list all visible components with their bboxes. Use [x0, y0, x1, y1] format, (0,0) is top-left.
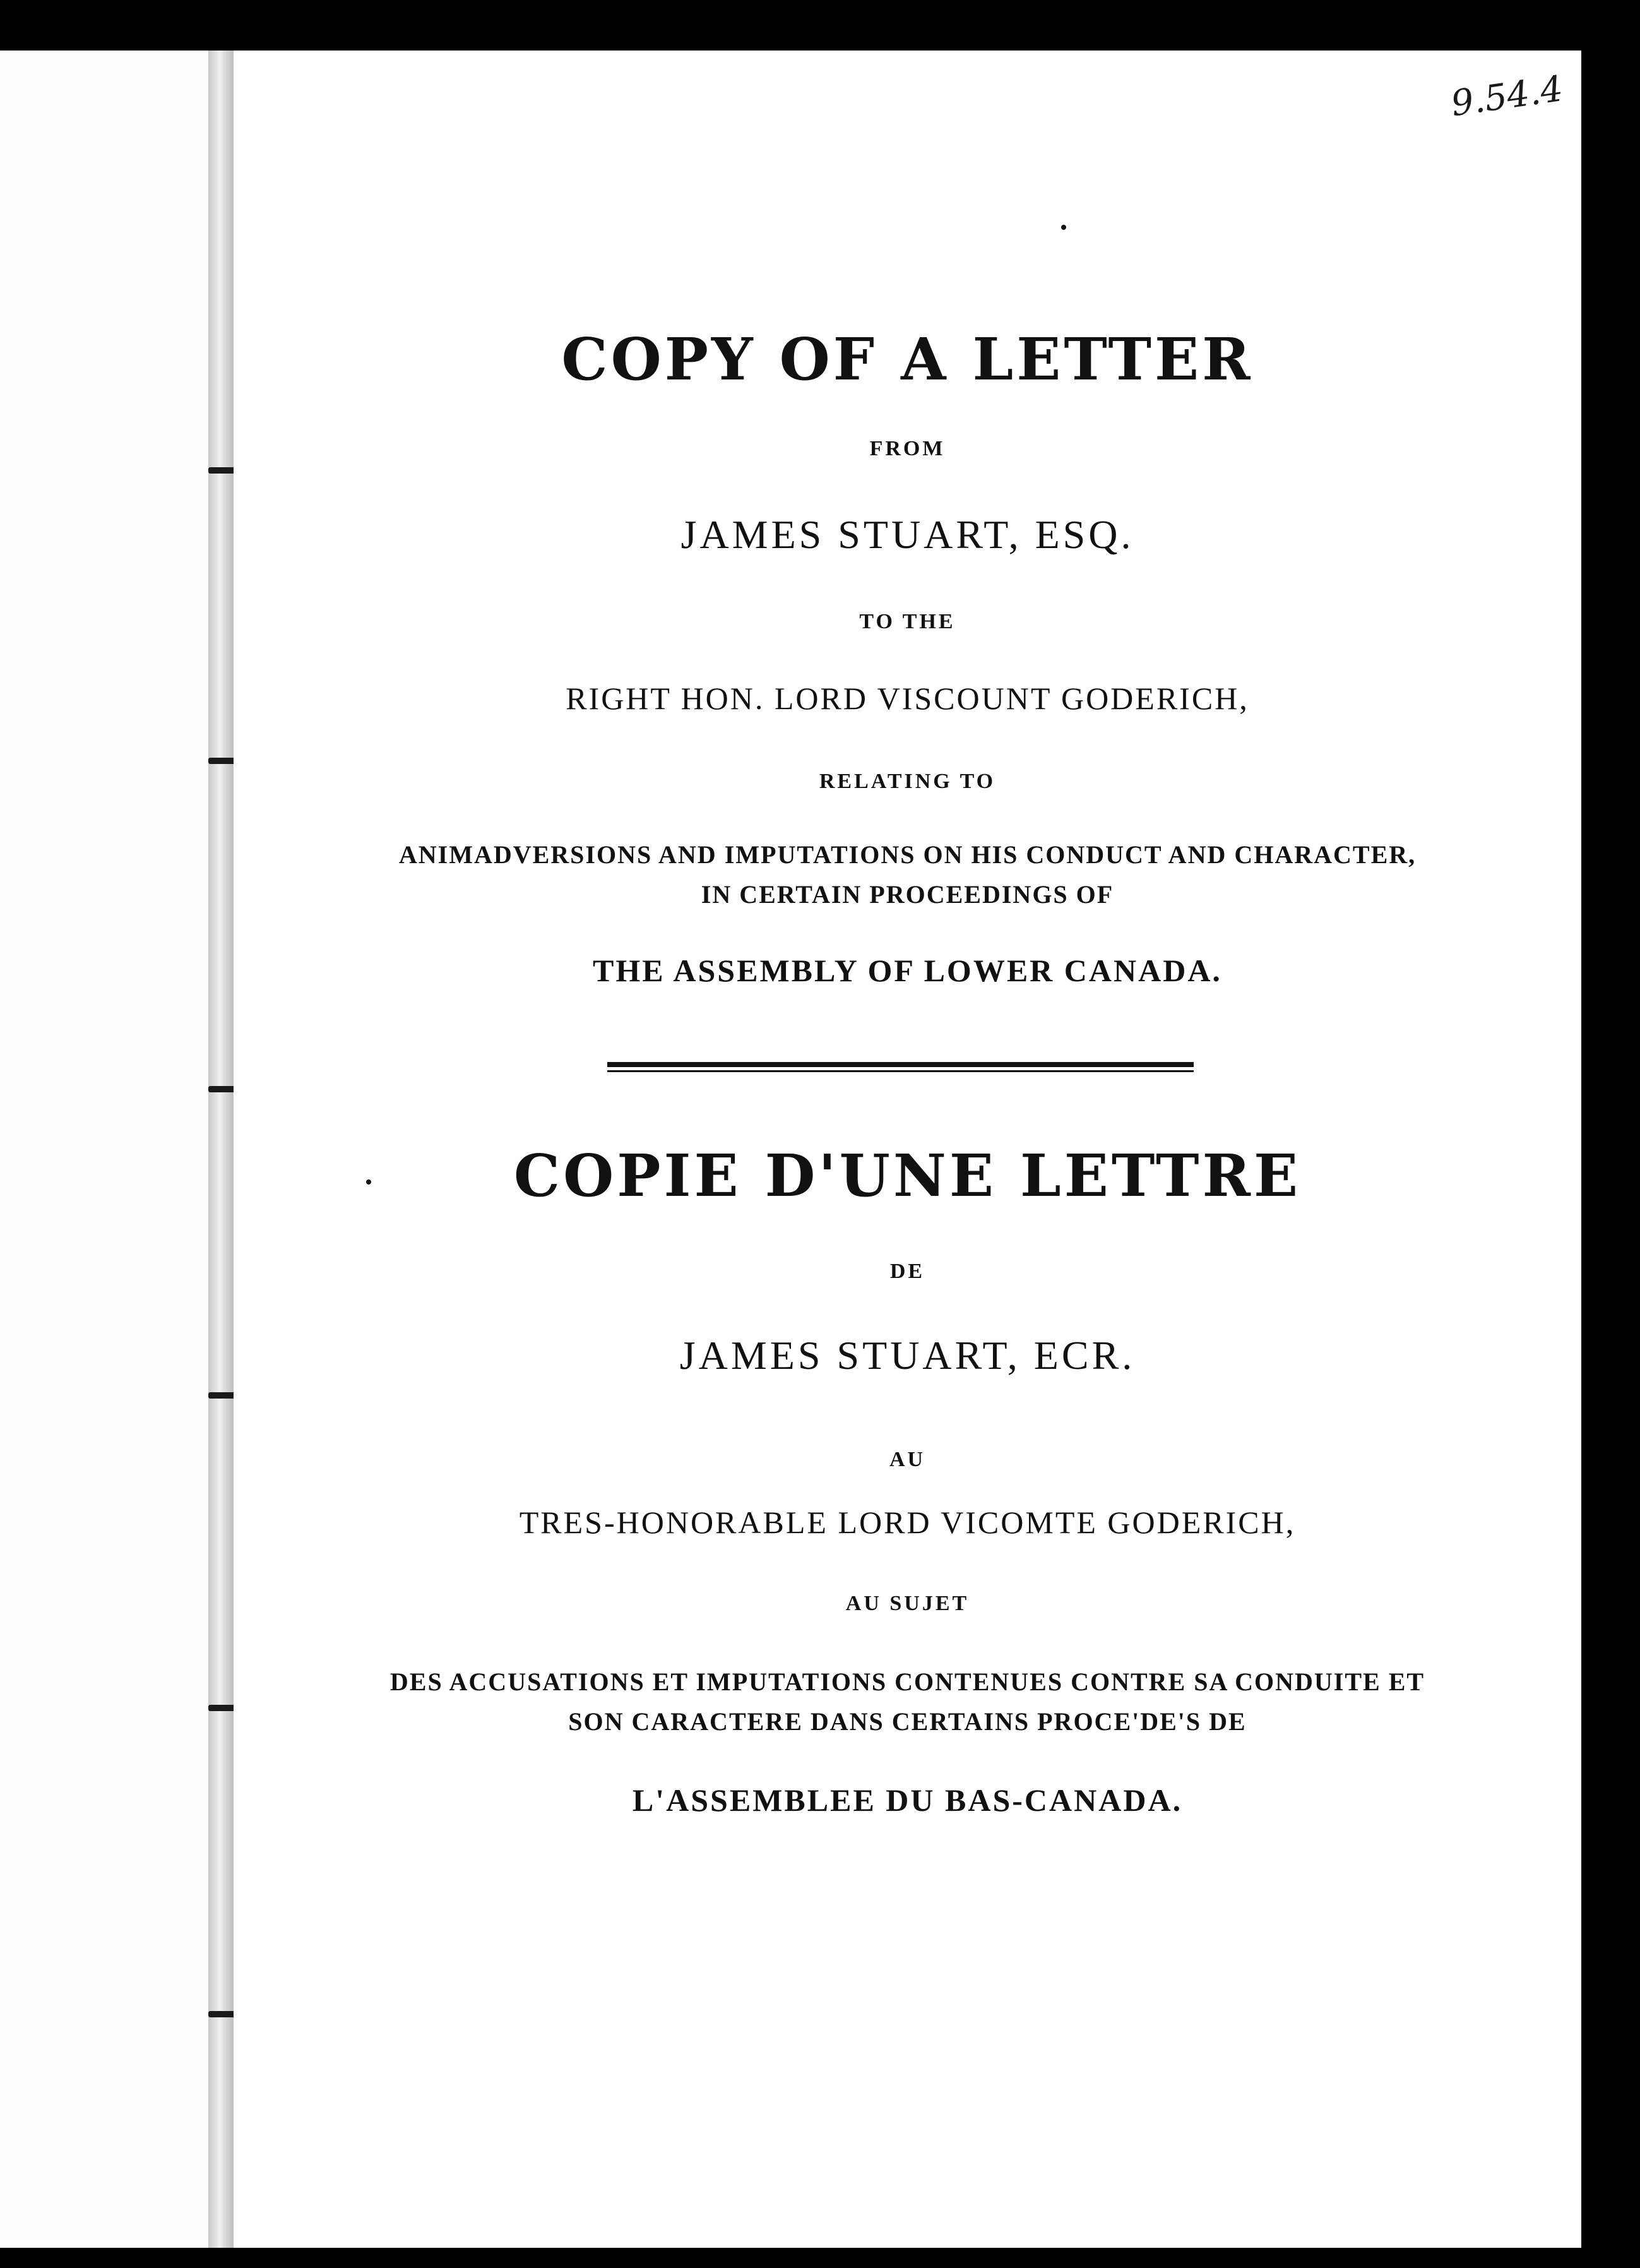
- english-subject-line-2: IN CERTAIN PROCEEDINGS OF: [701, 880, 1114, 909]
- english-addressee: RIGHT HON. LORD VISCOUNT GODERICH,: [566, 681, 1249, 716]
- binding-stitch: [208, 1086, 235, 1092]
- binding-stitch: [208, 467, 235, 474]
- english-title: COPY OF A LETTER: [561, 325, 1254, 393]
- french-from: DE: [889, 1260, 925, 1283]
- french-subject-line-1: DES ACCUSATIONS ET IMPUTATIONS CONTENUES CONTRE SA CONDUITE ET: [389, 1668, 1425, 1696]
- english-to: TO THE: [859, 610, 956, 633]
- section-divider-rule: [607, 1062, 1194, 1073]
- book-gutter: [208, 51, 234, 2268]
- french-relating: AU SUJET: [845, 1592, 970, 1615]
- english-subject-line-1: ANIMADVERSIONS AND IMPUTATIONS ON HIS CONDUCT AND CHARACTER,: [398, 840, 1417, 869]
- english-relating: RELATING TO: [819, 770, 996, 793]
- scan-border-right: [1581, 76, 1640, 2268]
- binding-stitch: [208, 1392, 235, 1399]
- french-assembly: L'ASSEMBLEE DU BAS-CANADA.: [632, 1782, 1183, 1818]
- scan-border-bottom: [0, 2248, 1640, 2268]
- french-author: JAMES STUART, ECR.: [679, 1333, 1136, 1378]
- french-addressee: TRES-HONORABLE LORD VICOMTE GODERICH,: [519, 1505, 1296, 1540]
- binding-stitch: [208, 758, 235, 764]
- facing-page: [0, 51, 208, 2268]
- french-to: AU: [889, 1448, 926, 1471]
- binding-stitch: [208, 2011, 235, 2017]
- french-subject-line-2: SON CARACTERE DANS CERTAINS PROCE'DE'S DE: [568, 1707, 1247, 1736]
- english-assembly: THE ASSEMBLY OF LOWER CANADA.: [593, 953, 1222, 988]
- english-author: JAMES STUART, ESQ.: [680, 512, 1134, 557]
- handwritten-shelfmark: 9.54.4: [1448, 68, 1566, 125]
- french-title: COPIE D'UNE LETTRE: [513, 1142, 1302, 1210]
- ink-speck: [1061, 225, 1066, 230]
- english-from: FROM: [869, 437, 946, 460]
- binding-stitch: [208, 1705, 235, 1711]
